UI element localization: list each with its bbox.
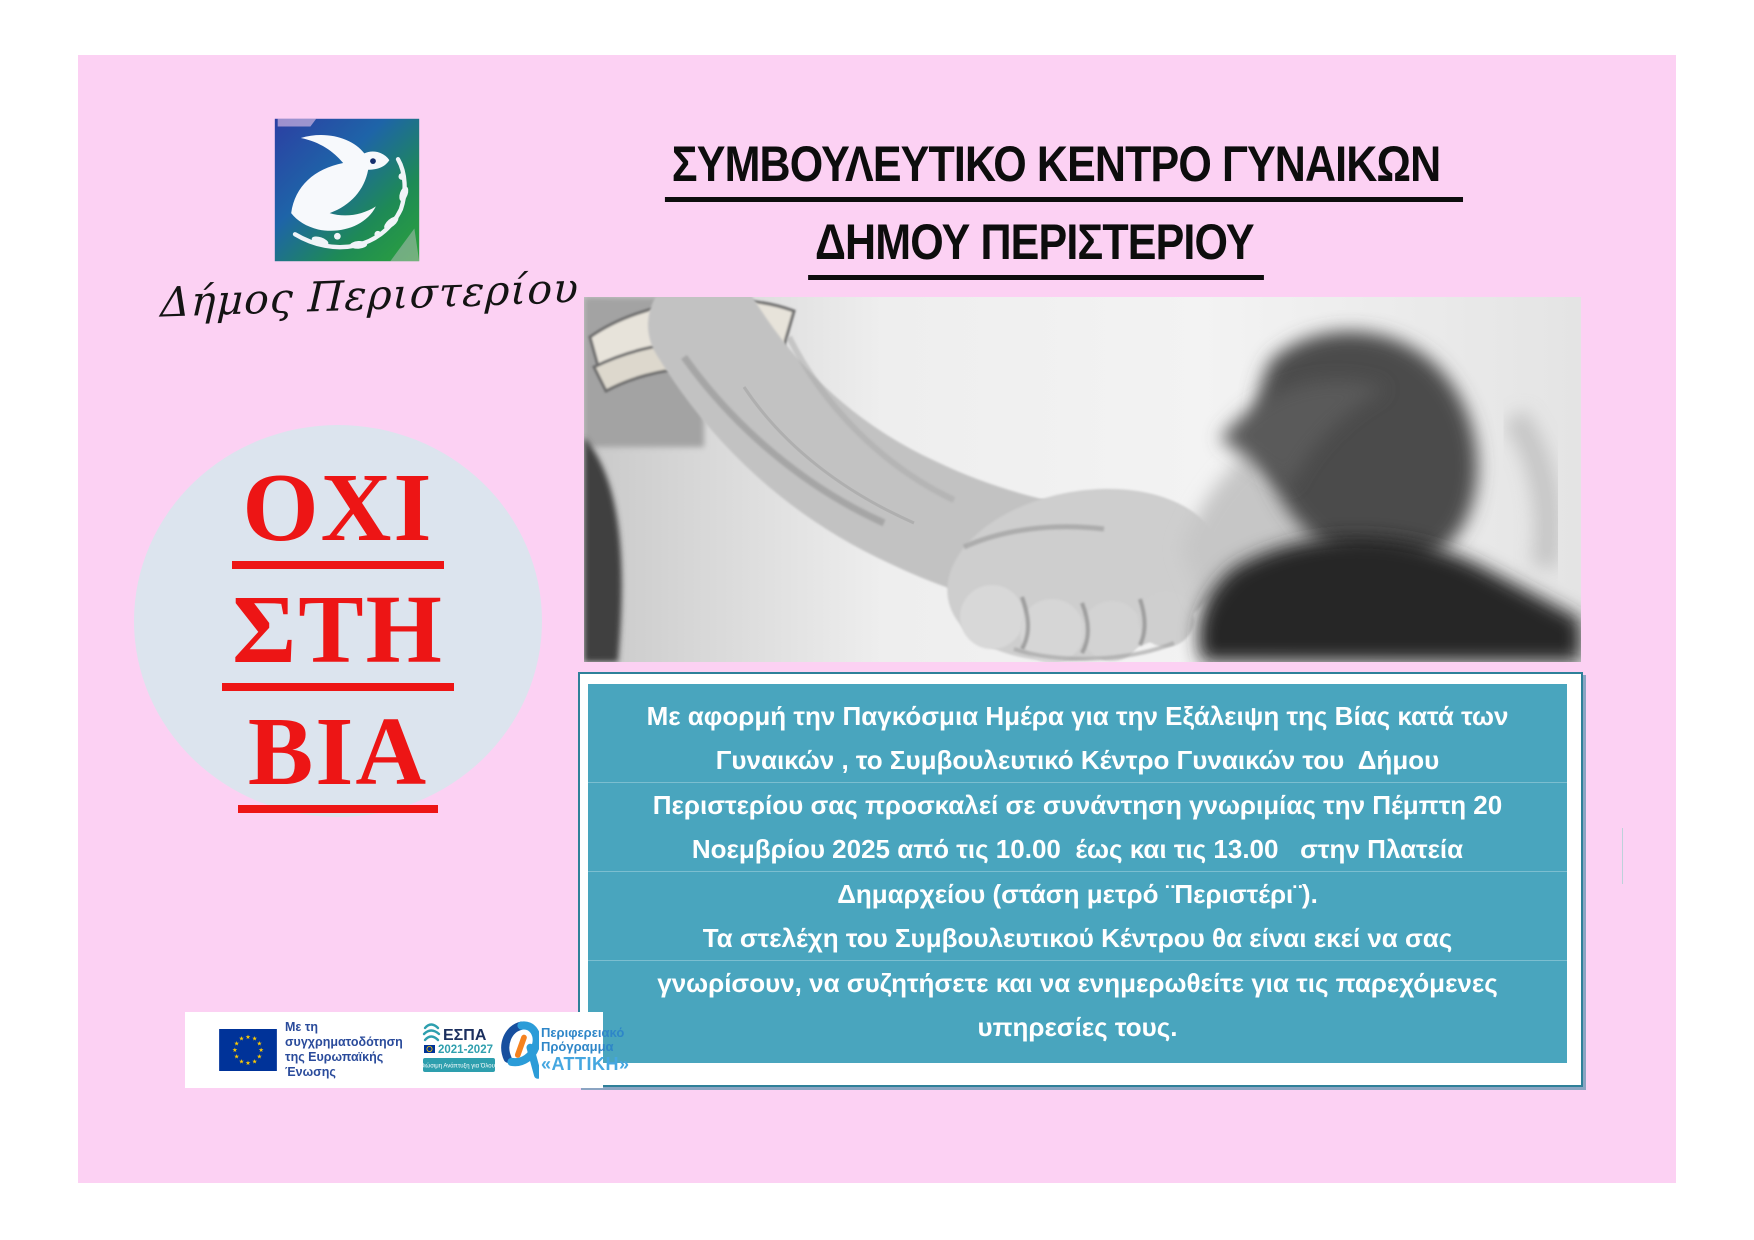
attiki-line-2: Πρόγραμμα <box>541 1039 614 1054</box>
svg-text:★: ★ <box>256 1053 263 1061</box>
domestic-violence-photo <box>584 297 1581 662</box>
invitation-line: γνωρίσουν, να συζητήσετε και να ενημερωθείτε για τις παρεχόμενες <box>657 968 1498 998</box>
eu-flag-icon <box>219 1029 277 1071</box>
svg-text:★: ★ <box>232 1047 238 1054</box>
invitation-line: Με αφορμή την Παγκόσμια Ημέρα για την Εξάλειψη της Βίας κατά των <box>646 701 1509 731</box>
invitation-line: Περιστερίου σας προσκαλεί σε συνάντηση γνωριμίας την Πέμπτη 20 <box>652 790 1503 820</box>
invitation-row <box>588 960 1567 1049</box>
svg-text:★: ★ <box>238 1035 245 1043</box>
title-line-1: ΣΥΜΒΟΥΛΕΥΤΙΚΟ ΚΕΝΤΡΟ ΓΥΝΑΙΚΩΝ <box>665 138 1463 202</box>
espa-tagline: Βιώσιμη Ανάπτυξη για Όλους <box>420 1063 498 1070</box>
attiki-logo <box>499 1019 630 1081</box>
invitation-row <box>588 782 1567 871</box>
invitation-line: Τα στελέχη του Συμβουλευτικού Κέντρου θα είναι εκεί να σας <box>702 923 1453 953</box>
poster-title <box>600 138 1472 280</box>
espa-logo <box>419 1020 499 1080</box>
invitation-line: Γυναικών , το Συμβουλευτικό Κέντρο Γυναικών του Δήμου <box>715 745 1440 775</box>
espa-name: ΕΣΠΑ <box>443 1027 487 1044</box>
attiki-line-3: «ΑΤΤΙΚΗ» <box>541 1054 630 1074</box>
invitation-row <box>588 871 1567 960</box>
municipality-dove-icon <box>270 112 424 268</box>
badge-word-3: ΒΙΑ <box>238 703 438 813</box>
svg-text:★: ★ <box>233 1053 240 1061</box>
svg-text:★: ★ <box>233 1040 240 1048</box>
eu-statement-line-1: Με τη συγχρηματοδότηση <box>285 1020 403 1049</box>
svg-text:★: ★ <box>251 1058 258 1066</box>
svg-text:★: ★ <box>251 1035 258 1043</box>
attiki-program-text <box>541 1025 630 1074</box>
svg-text:★: ★ <box>245 1033 251 1041</box>
badge-word-1: ΟΧΙ <box>232 459 443 569</box>
eu-statement-line-2: της Ευρωπαϊκής Ένωσης <box>285 1050 384 1079</box>
title-line-2: ΔΗΜΟΥ ΠΕΡΙΣΤΕΡΙΟΥ <box>808 216 1264 280</box>
scan-artifact-line <box>1622 828 1623 884</box>
badge-word-2: ΣΤΗ <box>222 581 454 691</box>
municipality-signature: Δήμος Περιστερίου <box>159 263 580 327</box>
invitation-row <box>588 694 1567 782</box>
invitation-text-panel <box>588 684 1567 1063</box>
svg-text:★: ★ <box>245 1060 251 1068</box>
attiki-a-swoosh-icon <box>499 1019 539 1081</box>
funding-logos-strip <box>185 1012 630 1088</box>
no-to-violence-badge <box>134 425 542 817</box>
invitation-line: υπηρεσίες τους. <box>977 1012 1178 1042</box>
invitation-line: Δημαρχείου (στάση μετρό ¨Περιστέρι¨). <box>837 879 1318 909</box>
eu-cofunding-statement <box>285 1020 419 1080</box>
invitation-box <box>578 672 1583 1087</box>
attiki-line-1: Περιφερειακό <box>541 1025 625 1040</box>
svg-text:★: ★ <box>258 1047 264 1054</box>
invitation-line: Νοεμβρίου 2025 από τις 10.00 έως και τις 13.00 στην Πλατεία <box>691 834 1464 864</box>
espa-years: 2021-2027 <box>438 1044 493 1056</box>
svg-text:★: ★ <box>238 1058 245 1066</box>
svg-text:★: ★ <box>256 1040 263 1048</box>
